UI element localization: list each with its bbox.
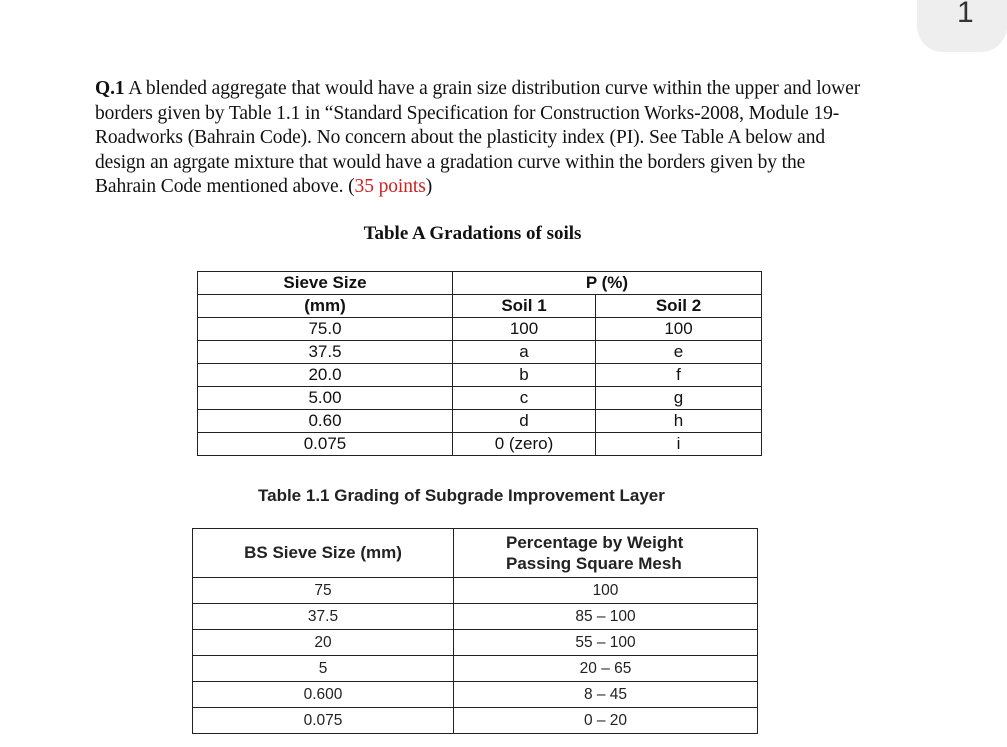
table-row (198, 318, 762, 341)
table-row (198, 410, 762, 433)
table-a-soil2-cell: g (596, 387, 762, 410)
table-a-soil1-cell: 0 (zero) (453, 433, 596, 456)
table-a-soil1-cell: a (453, 341, 596, 364)
table-b-percent-cell: 100 (454, 578, 758, 604)
table-row (193, 656, 758, 682)
page-number-tab (917, 0, 1007, 52)
table-a-soil1-cell: 100 (453, 318, 596, 341)
table-a-soil1-cell: c (453, 387, 596, 410)
table-a-caption: Table A Gradations of soils (363, 223, 582, 244)
table-a-sieve-cell: 0.60 (198, 410, 453, 433)
table-a-header-soil1: Soil 1 (453, 295, 596, 318)
table-b-header-percent (454, 529, 758, 578)
table-row (198, 387, 762, 410)
table-b-percent-cell: 8 – 45 (454, 682, 758, 708)
table-b-sieve-cell: 5 (193, 656, 454, 682)
question-label: Q.1 (95, 78, 125, 99)
question-text: A blended aggregate that would have a grain size distribution curve within the upper and lower borders given by Table 1.1 in “Standard Specification for Construction Works-2008, Module 19-Roadworks (Bahrain Code). No concern about the plasticity index (PI). See Table A below and design an agrgate mixture that would have a gradation curve within the borders given by the Bahrain Code mentioned above. ( (95, 78, 861, 197)
table-b-sieve-cell: 0.075 (193, 708, 454, 734)
table-row (193, 682, 758, 708)
table-row (193, 630, 758, 656)
table-a-sieve-cell: 5.00 (198, 387, 453, 410)
table-a-soil2-cell: 100 (596, 318, 762, 341)
table-1-1-caption: Table 1.1 Grading of Subgrade Improvement Layer (258, 486, 665, 505)
table-row (193, 604, 758, 630)
table-b-header-percent-line1: Percentage by Weight (506, 533, 684, 552)
page-number: 1 (957, 0, 974, 29)
table-a-header-p: P (%) (453, 272, 762, 295)
question-close: ) (425, 176, 433, 197)
table-row (198, 364, 762, 387)
table-a-sieve-cell: 20.0 (198, 364, 453, 387)
table-row (193, 578, 758, 604)
table-b-sieve-cell: 37.5 (193, 604, 454, 630)
table-row (193, 708, 758, 734)
table-b-percent-cell: 55 – 100 (454, 630, 758, 656)
table-a-sieve-cell: 0.075 (198, 433, 453, 456)
table-b-header-percent-line2: Passing Square Mesh (506, 554, 682, 573)
table-a (197, 271, 762, 456)
table-b-sieve-cell: 0.600 (193, 682, 454, 708)
table-b-sieve-cell: 75 (193, 578, 454, 604)
table-1-1 (192, 528, 758, 734)
table-row (198, 341, 762, 364)
table-b-header-sieve: BS Sieve Size (mm) (193, 529, 454, 578)
table-b-sieve-cell: 20 (193, 630, 454, 656)
table-row (198, 433, 762, 456)
table-b-percent-cell: 20 – 65 (454, 656, 758, 682)
table-a-header-sieve-unit: (mm) (198, 295, 453, 318)
table-a-soil1-cell: d (453, 410, 596, 433)
table-a-header-sieve: Sieve Size (198, 272, 453, 295)
table-a-soil2-cell: e (596, 341, 762, 364)
table-a-header-soil2: Soil 2 (596, 295, 762, 318)
question-paragraph (95, 77, 865, 200)
table-a-soil1-cell: b (453, 364, 596, 387)
table-a-sieve-cell: 75.0 (198, 318, 453, 341)
question-points: 35 points (354, 176, 426, 197)
table-b-percent-cell: 0 – 20 (454, 708, 758, 734)
table-a-sieve-cell: 37.5 (198, 341, 453, 364)
table-a-soil2-cell: h (596, 410, 762, 433)
table-a-soil2-cell: f (596, 364, 762, 387)
table-b-percent-cell: 85 – 100 (454, 604, 758, 630)
table-a-soil2-cell: i (596, 433, 762, 456)
